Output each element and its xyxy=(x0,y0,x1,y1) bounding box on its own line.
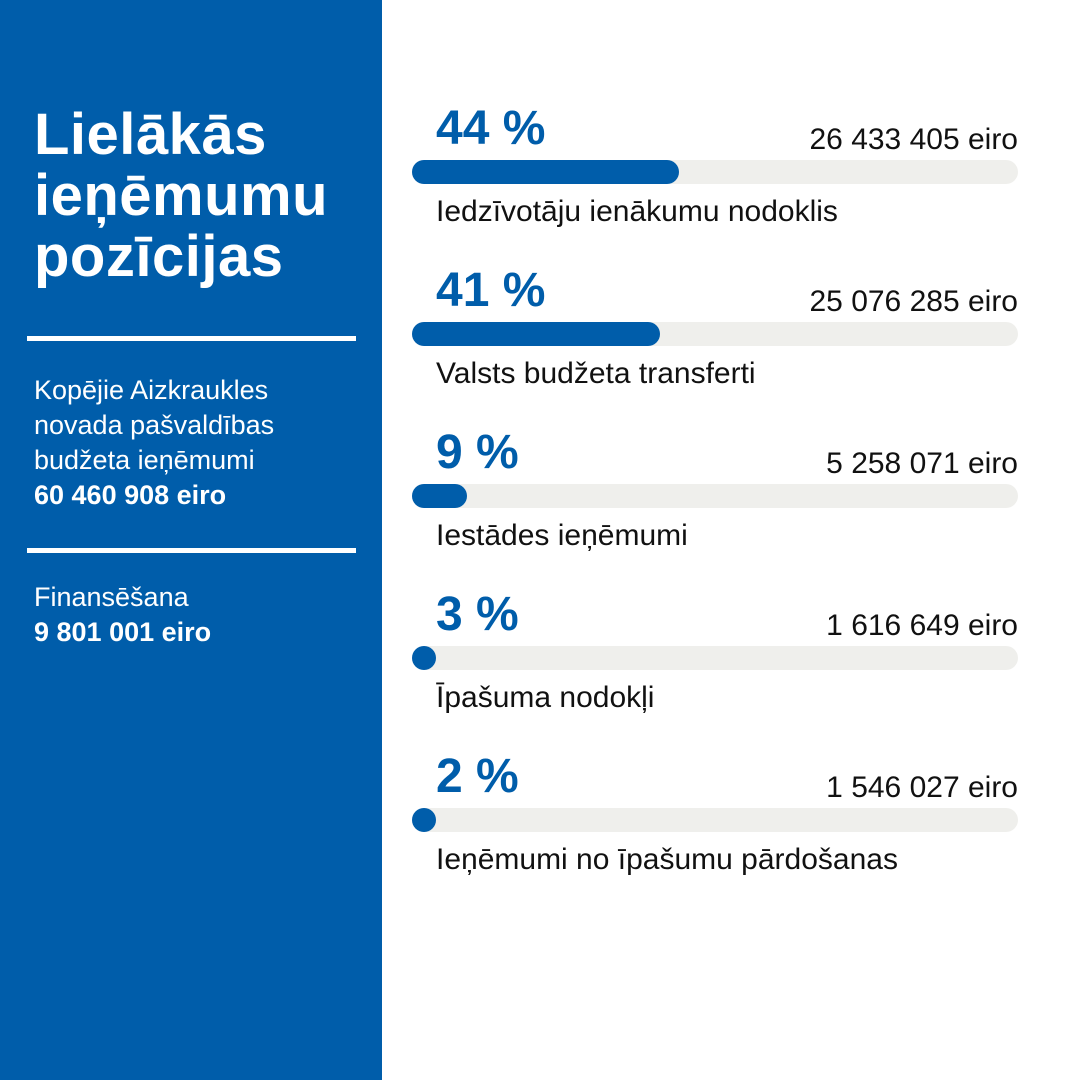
total-revenue-label: budžeta ieņēmumi xyxy=(34,445,255,475)
category-label: Īpašuma nodokļi xyxy=(436,681,655,714)
financing-value: 9 801 001 eiro xyxy=(34,617,212,647)
financing-label: Finansēšana xyxy=(34,582,189,612)
category-label: Iedzīvotāju ienākumu nodoklis xyxy=(436,195,838,228)
bar-row xyxy=(412,590,1018,720)
title-line: ieņēmumu xyxy=(34,163,329,228)
category-label: Iestādes ieņēmumi xyxy=(436,519,688,552)
bar-fill xyxy=(412,160,679,184)
bar-row xyxy=(412,266,1018,396)
bar-track xyxy=(412,808,1018,832)
amount-label: 5 258 071 eiro xyxy=(826,447,1018,480)
bar-row xyxy=(412,752,1018,882)
bar-row xyxy=(412,428,1018,558)
percent-label: 2 % xyxy=(436,750,519,803)
bar-fill xyxy=(412,646,436,670)
bar-track xyxy=(412,160,1018,184)
bar-fill xyxy=(412,322,660,346)
category-label: Valsts budžeta transferti xyxy=(436,357,756,390)
title-line: Lielākās xyxy=(34,102,267,167)
bar-row xyxy=(412,104,1018,234)
percent-label: 3 % xyxy=(436,588,519,641)
title-line: pozīcijas xyxy=(34,224,284,289)
bar-track xyxy=(412,646,1018,670)
amount-label: 26 433 405 eiro xyxy=(809,123,1018,156)
total-revenue-value: 60 460 908 eiro xyxy=(34,480,227,510)
percent-label: 41 % xyxy=(436,264,546,317)
percent-label: 44 % xyxy=(436,102,546,155)
bar-fill xyxy=(412,808,436,832)
amount-label: 25 076 285 eiro xyxy=(809,285,1018,318)
percent-label: 9 % xyxy=(436,426,519,479)
category-label: Ieņēmumi no īpašumu pārdošanas xyxy=(436,843,898,876)
bar-track xyxy=(412,484,1018,508)
bar-track xyxy=(412,322,1018,346)
bar-fill xyxy=(412,484,467,508)
total-revenue-label: Kopējie Aizkraukles xyxy=(34,375,269,405)
amount-label: 1 546 027 eiro xyxy=(826,771,1018,804)
amount-label: 1 616 649 eiro xyxy=(826,609,1018,642)
total-revenue-label: novada pašvaldības xyxy=(34,410,275,440)
